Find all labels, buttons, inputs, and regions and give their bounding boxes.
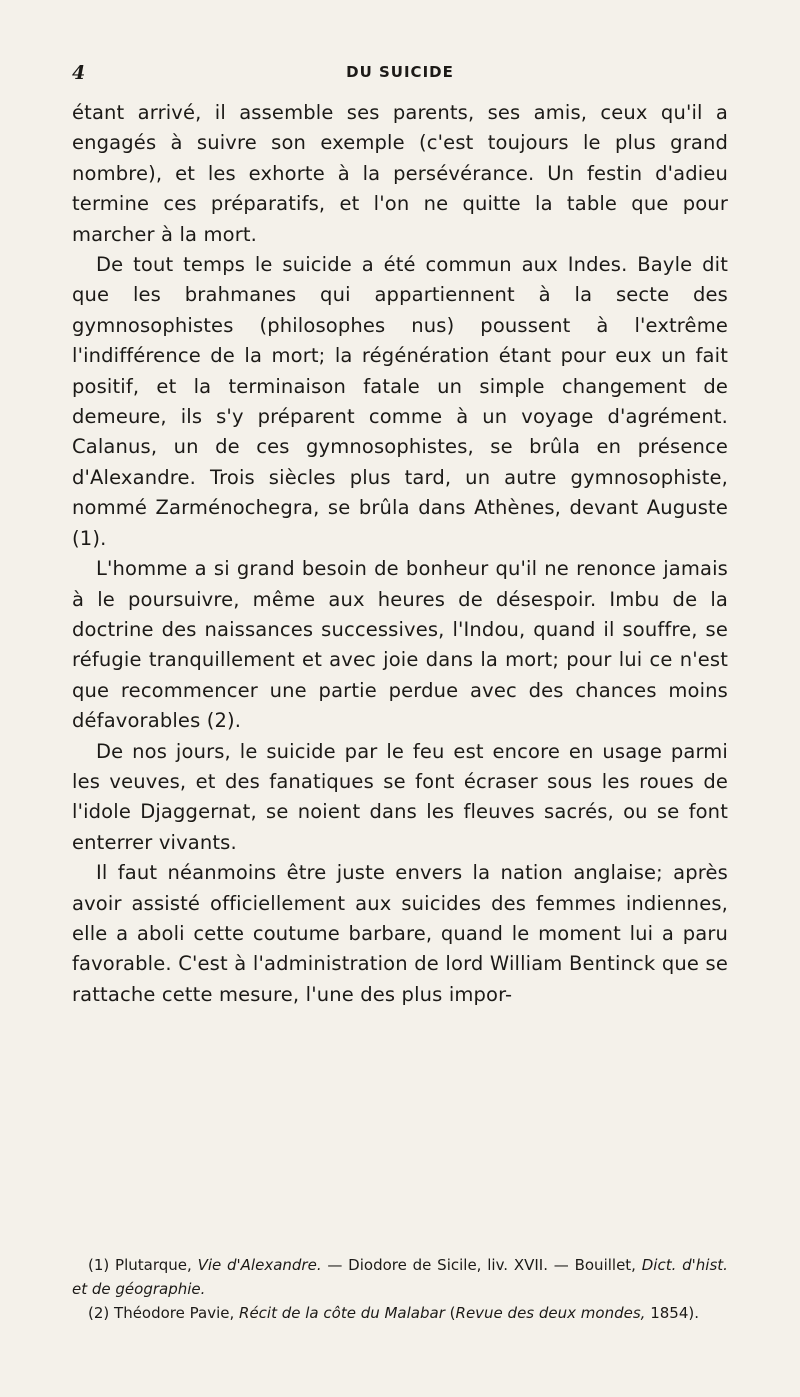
- footnote-text: 1854).: [650, 1304, 699, 1322]
- footnote: [72, 1301, 728, 1325]
- footnote-text: — Diodore de Sicile, liv. XVII. — Bouillet,: [327, 1256, 636, 1274]
- footnote-title: Vie d'Alexandre.: [197, 1256, 322, 1274]
- paragraph: L'homme a si grand besoin de bonheur qu'il ne renonce jamais à le poursuivre, même aux heures de désespoir. Imbu de la doctrine des naissances successives, l'Indou, quand il souffre, se réfugie tranquillement et avec joie dans la mort; pour lui ce n'est que recommencer une partie perdue avec des chances moins défavorables (2).: [72, 557, 728, 733]
- footnote: [72, 1253, 728, 1301]
- footnote-text: (: [449, 1304, 456, 1322]
- footnote-title: Récit de la côte du Malabar: [239, 1304, 445, 1322]
- footnote-text: Plutarque,: [115, 1256, 192, 1274]
- running-title: DU SUICIDE: [346, 63, 454, 81]
- paragraph: De tout temps le suicide a été commun aux Indes. Bayle dit que les brahmanes qui appartiennent à la secte des gymnosophistes (philosophes nus) poussent à l'extrême l'indifférence de la mort; la régénération étant pour eux un fait positif, et la terminaison fatale un simple changement de demeure, ils s'y préparent comme à un voyage d'agrément. Calanus, un de ces gymnosophistes, se brûla en présence d'Alexandre. Trois siècles plus tard, un autre gymnosophiste, nommé Zarménochegra, se brûla dans Athènes, devant Auguste (1).: [72, 253, 728, 550]
- page-number: 4: [72, 62, 86, 84]
- paragraph: De nos jours, le suicide par le feu est encore en usage parmi les veuves, et des fanatiques se font écraser sous les roues de l'idole Djaggernat, se noient dans les fleuves sacrés, ou se font enterrer vivants.: [72, 739, 728, 854]
- paragraph: Il faut néanmoins être juste envers la nation anglaise; après avoir assisté officiellement aux suicides des femmes indiennes, elle a aboli cette coutume barbare, quand le moment lui a paru favorable. C'est à l'administration de lord William Bentinck que se rattache cette mesure, l'une des plus impor-: [72, 861, 728, 1006]
- footnote-title: Revue des deux mondes,: [455, 1304, 646, 1322]
- footnote-marker: (1): [88, 1256, 110, 1274]
- footnote-text: Théodore Pavie,: [114, 1304, 235, 1322]
- footnote-marker: (2): [88, 1304, 110, 1322]
- paragraph: étant arrivé, il assemble ses parents, ses amis, ceux qu'il a engagés à suivre son exemple (c'est toujours le plus grand nombre), et les exhorte à la persévérance. Un festin d'adieu termine ces préparatifs, et l'on ne quitte la table que pour marcher à la mort.: [72, 101, 728, 246]
- body-text: [72, 98, 728, 1010]
- footnote-title: Dict. d'hist. et de géographie.: [72, 1256, 728, 1298]
- page-header: [72, 62, 728, 86]
- footnotes: [72, 1253, 728, 1325]
